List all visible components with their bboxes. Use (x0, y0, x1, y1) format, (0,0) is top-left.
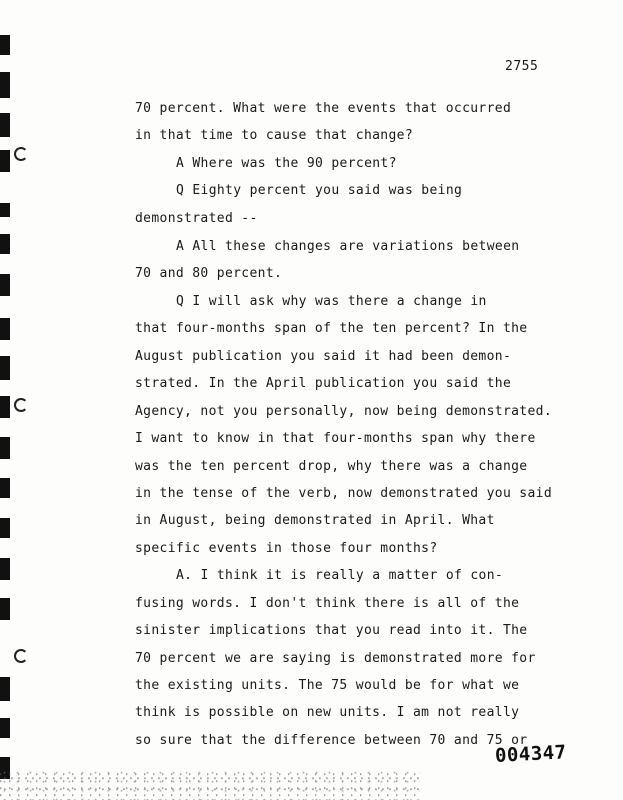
transcript-line: 70 percent. What were the events that occurred (135, 101, 512, 116)
punch-hole-icon (14, 398, 28, 412)
binding-mark (0, 72, 10, 98)
transcript-line: in that time to cause that change? (135, 128, 414, 143)
punch-hole-icon (14, 147, 28, 161)
binding-mark (0, 113, 10, 137)
transcript-line: Q I will ask why was there a change in (176, 294, 487, 309)
transcript-line: think is possible on new units. I am not really (135, 705, 520, 720)
binding-mark (0, 234, 10, 254)
binding-mark (0, 150, 10, 172)
binding-mark (0, 518, 10, 538)
transcript-line: A. I think it is really a matter of con- (176, 568, 504, 583)
transcript-line: 70 percent we are saying is demonstrated more for (135, 651, 536, 666)
transcript-line: Agency, not you personally, now being demonstrated. (135, 404, 553, 419)
page-number: 2755 (505, 59, 539, 74)
binding-mark (0, 274, 10, 296)
punch-hole-icon (14, 649, 28, 663)
bates-number: 004347 (494, 741, 568, 767)
binding-mark (0, 677, 10, 701)
binding-mark (0, 203, 10, 217)
binding-mark (0, 718, 10, 738)
transcript-line: demonstrated -- (135, 211, 258, 226)
transcript-line: in the tense of the verb, now demonstrated you said (135, 486, 553, 501)
transcript-line: I want to know in that four-months span why there (135, 431, 536, 446)
binding-mark (0, 598, 10, 620)
transcript-line: A All these changes are variations between (176, 239, 520, 254)
transcript-line: fusing words. I don't think there is all of the (135, 596, 520, 611)
scan-noise (0, 770, 420, 800)
transcript-line: strated. In the April publication you said the (135, 376, 512, 391)
transcript-line: so sure that the difference between 70 and 75 or (135, 733, 528, 748)
binding-mark (0, 396, 10, 418)
transcript-line: 70 and 80 percent. (135, 266, 283, 281)
binding-mark (0, 35, 10, 55)
binding-mark (0, 437, 10, 459)
binding-mark (0, 318, 10, 340)
transcript-line: sinister implications that you read into it. The (135, 623, 528, 638)
transcript-line: that four-months span of the ten percent? In the (135, 321, 528, 336)
transcript-line: was the ten percent drop, why there was a change (135, 459, 528, 474)
binding-mark (0, 478, 10, 498)
binding-mark (0, 558, 10, 580)
transcript-line: the existing units. The 75 would be for what we (135, 678, 520, 693)
transcript-line: specific events in those four months? (135, 541, 438, 556)
transcript-line: in August, being demonstrated in April. What (135, 513, 495, 528)
transcript-line: Q Eighty percent you said was being (176, 183, 463, 198)
transcript-line: August publication you said it had been demon- (135, 349, 512, 364)
binding-mark (0, 356, 10, 380)
transcript-line: A Where was the 90 percent? (176, 156, 397, 171)
